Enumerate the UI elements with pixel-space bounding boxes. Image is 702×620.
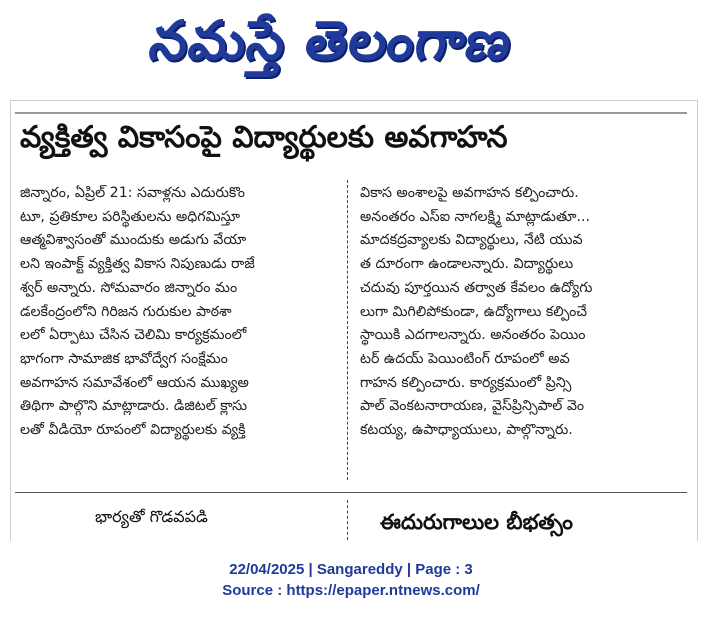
- article-line: లతో వీడియో రూపంలో విద్యార్థులకు వ్యక్తి: [20, 422, 246, 439]
- article-line: డలకేంద్రంలోని గిరిజన గురుకుల పాఠశా: [20, 303, 232, 320]
- article-headline: వ్యక్తిత్వ వికాసంపై విద్యార్థులకు అవగాహన: [20, 120, 508, 155]
- bottom-rule: [15, 492, 687, 493]
- masthead: [0, 0, 702, 90]
- article-line: త దూరంగా ఉండాలన్నారు. విద్యార్థులు: [360, 256, 574, 273]
- footer-date-page: 22/04/2025 | Sangareddy | Page : 3: [229, 561, 473, 578]
- article-line: చదువు పూర్తయిన తర్వాత కేవలం ఉద్యోగు: [360, 279, 593, 296]
- article-line: భాగంగా సామాజిక భావోద్వేగ సంక్షేమం: [20, 350, 228, 367]
- article-line: కటయ్య, ఉపాధ్యాయులు, పాల్గొన్నారు.: [360, 422, 573, 439]
- article-line: టూ, ప్రతికూల పరిస్థితులను అధిగమిస్తూ: [20, 208, 241, 225]
- article-line: తిథిగా పాల్గొని మాట్లాడారు. డిజిటల్ క్లాసు: [20, 398, 248, 415]
- article-line: అనంతరం ఎస్ఐ నాగలక్ష్మి మాట్లాడుతూ...: [360, 208, 590, 225]
- column-divider: [347, 180, 348, 480]
- article-line: పాల్ వెంకటనారాయణ, వైస్‌ప్రిన్సిపాల్ వెం: [360, 398, 585, 415]
- article-line: లలో ఏర్పాటు చేసిన చెలిమి కార్యక్రమంలో: [20, 327, 247, 344]
- teaser-headline-left: భార్యతో గొడవపడి: [95, 507, 208, 526]
- article-line: జిన్నారం, ఏప్రిల్ 21: సవాళ్లను ఎదురుకొం: [20, 185, 245, 201]
- article-line: శ్వర్ అన్నారు. సోమవారం జిన్నారం మం: [20, 279, 238, 296]
- article-line: స్థాయికి ఎదగాలన్నారు. అనంతరం పెయిం: [360, 327, 586, 344]
- article-column-right: [360, 182, 675, 443]
- article-line: ఆత్మవిశ్వాసంతో ముందుకు అడుగు వేయా: [20, 232, 247, 249]
- teaser-divider: [347, 500, 348, 540]
- article-line: అవగాహన సమావేశంలో ఆయన ముఖ్యఅ: [20, 374, 249, 391]
- teaser-headline-right: ఈదురుగాలుల బీభత్సం: [380, 510, 573, 534]
- article-line: టర్ ఉదయ్ పెయింటింగ్ రూపంలో అవ: [360, 350, 570, 367]
- article-line: మాదకద్రవ్యాలకు విద్యార్థులు, నేటి యువ: [360, 232, 583, 249]
- article-line: లని ఇంపాక్ట్ వ్యక్తిత్వ వికాస నిపుణుడు రాజే: [20, 256, 255, 273]
- masthead-logo: నమస్తే తెలంగాణ: [145, 9, 517, 72]
- article-line: వికాస అంశాలపై అవగాహన కల్పించారు.: [360, 185, 579, 201]
- article-line: గాహన కల్పించారు. కార్యక్రమంలో ప్రిన్సి: [360, 374, 572, 391]
- top-rule: [15, 112, 687, 114]
- article-line: లుగా మిగిలిపోకుండా, ఉద్యోగాలు కల్పించే: [360, 303, 588, 320]
- footer-source: Source : https://epaper.ntnews.com/: [222, 582, 480, 599]
- article-column-left: [20, 182, 338, 443]
